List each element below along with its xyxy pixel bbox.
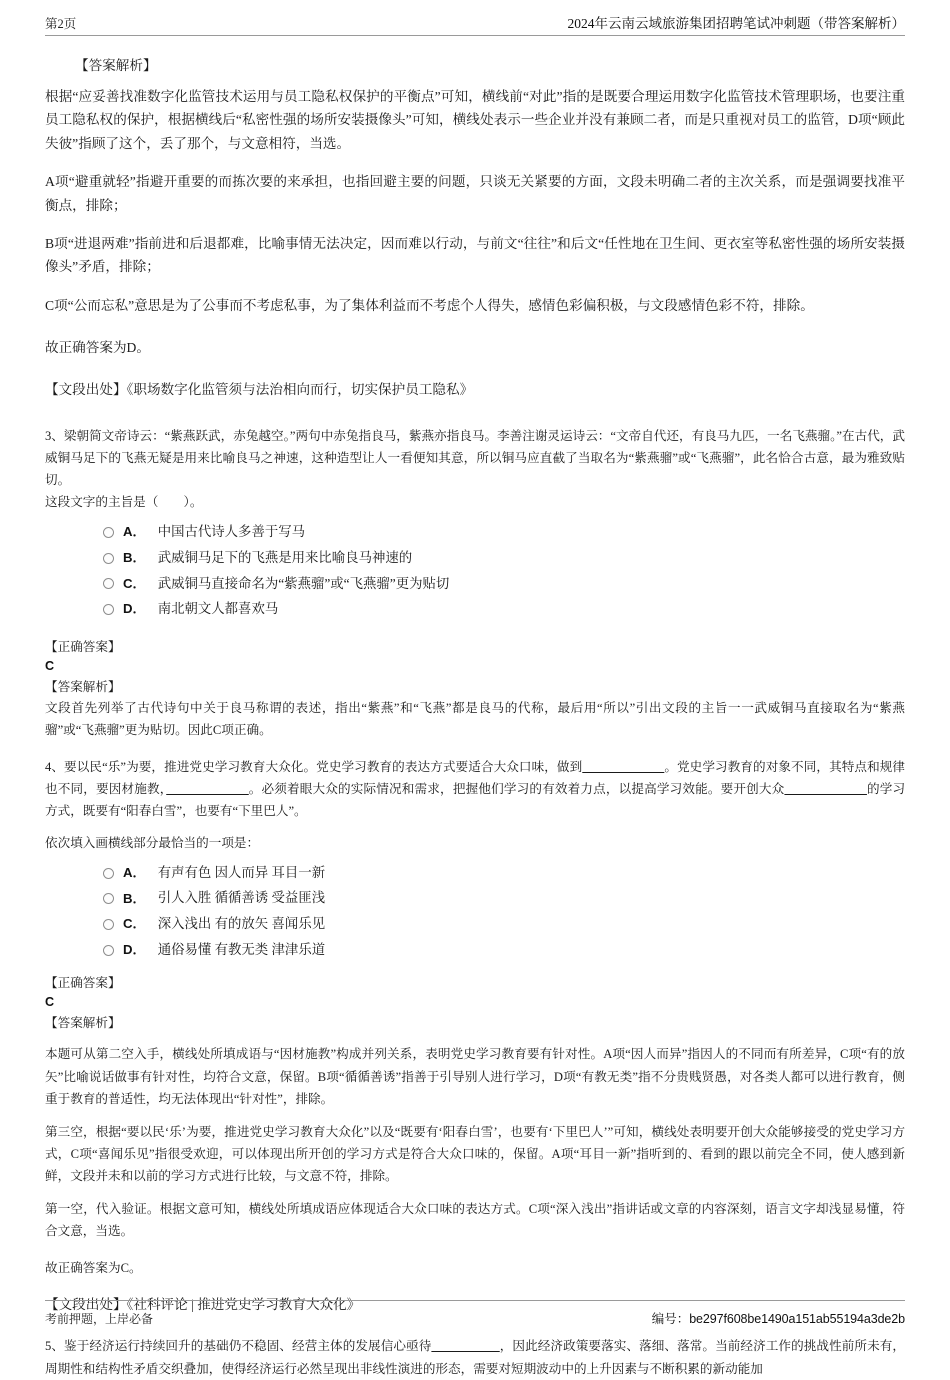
option-label: 通俗易懂 有教无类 津津乐道 [157,941,326,957]
radio-button-icon[interactable] [103,893,114,904]
option-key: B． [123,549,146,565]
option-label: 深入浅出 有的放矢 喜闻乐见 [157,916,326,932]
spacer [45,411,905,425]
spacer [45,963,905,973]
q4-stem-part4: 的学习方式，既要有“阳春白雪”，也要有“下里巴人”。 [45,781,906,818]
q2-explanation-p3: B项“进退两难”指前进和后退都难，比喻事情无法决定，因而难以行动，与前文“往往”和后文“任性地在卫生间、更衣室等私密性强的场所安装摄像头”矛盾，排除； [45,235,905,275]
question-3-stem: 3、梁朝简文帝诗云：“紫燕跃武，赤兔越空。”两句中赤兔指良马，紫燕亦指良马。李善注谢灵运诗云：“文帝自代还，有良马九匹，一名飞燕骝。”在古代，武威铜马足下的飞燕无疑是用来比喻良马之神速，这种造型让人一看便知其意，所以铜马应直截了当取名为“紫燕骝”或“飞燕骝”，此名恰合古意，最为雅致贴切。 [45,428,905,488]
page-footer [45,1300,905,1327]
q4-stem-part3: 。必须着眼大众的实际情况和需求，把握他们学习的有效着力点，以提高学习效能。要开创大众 [248,781,785,796]
q5-stem-part1: 5、鉴于经济运行持续回升的基础仍不稳固、经营主体的发展信心亟待 [45,1339,432,1354]
question-4-conclusion: 故正确答案为C。 [45,1260,142,1275]
question-4-source-citation: 【文段出处】《社科评论 | 推进党史学习教育大众化》 [45,1297,361,1313]
spacer [45,1283,905,1293]
option-label: 引人入胜 循循善诱 受益匪浅 [157,890,326,906]
option-label: 有声有色 因人而异 耳目一新 [157,864,326,880]
spacer [45,326,905,336]
option-key: A． [123,864,146,880]
page-number-label: 第2页 [45,17,77,31]
q2-source-citation: 【文段出处】《职场数字化监管须与法治相向而行，切实保护员工隐私》 [45,382,474,398]
spacer [45,1247,905,1257]
option-b[interactable] [103,545,905,571]
q4-blank-3 [784,782,867,796]
question-4-prompt: 依次填入画横线部分最恰当的一项是： [45,836,260,850]
option-key: C． [123,916,146,932]
q2-explanation-heading: 【答案解析】 [75,58,157,73]
spacer [45,822,905,832]
document-title: 2024年云南云域旅游集团招聘笔试冲刺题（带答案解析） [567,16,905,31]
option-key: D． [123,601,146,617]
option-key: B． [123,890,146,906]
radio-button-icon[interactable] [103,604,114,615]
option-a[interactable] [103,860,905,886]
question-3-answer-label: 【正确答案】 [45,639,121,654]
option-label: 中国古代诗人多善于写马 [157,523,306,539]
question-3-options [45,519,905,622]
q2-explanation-p4: C项“公而忘私”意思是为了公事而不考虑私事，为了集体利益而不考虑个人得失，感情色彩偏积极，与文段感情色彩不符，排除。 [45,297,814,313]
question-3-answer: C [45,658,55,673]
option-key: C． [123,575,146,591]
radio-button-icon[interactable] [103,945,114,956]
question-4-explanation-p3: 第一空，代入验证。根据文意可知，横线处所填成语应体现适合大众口味的表达方式。C项“深入浅出”指讲话或文章的内容深刻，语言文字却浅显易懂，符合文意，当选。 [45,1201,905,1239]
q4-stem-part1: 4、要以民“乐”为要，推进党史学习教育大众化。党史学习教育的表达方式要适合大众口味，做到 [45,759,583,774]
q4-stem-part2: 。党史学习教育的对象不同，其特点和规律也不同，要因材施教， [45,759,906,796]
option-label: 武威铜马足下的飞燕是用来比喻良马神速的 [157,549,413,565]
q5-blank-1 [431,1339,499,1353]
q4-blank-2 [166,782,249,796]
radio-button-icon[interactable] [103,527,114,538]
document-body [45,36,905,1380]
spacer [45,1033,905,1043]
question-4-explanation-label: 【答案解析】 [45,1016,121,1031]
question-4-explanation-p1: 本题可从第二空入手，横线处所填成语与“因材施教”构成并列关系，表明党史学习教育要有针对性。A项“因人而异”指因人的不同而有所差异，C项“有的放矢”比喻说话做事有针对性，均符合文意，保留。B项“循循善诱”指善于引导别人进行学习，D项“有教无类”指不分贵贱贤愚，对各类人都可以进行教育，侧重于教育的普适性，均无法体现出“针对性”，排除。 [45,1047,905,1107]
question-5-stem [45,1335,905,1379]
question-4-answer: C [45,995,55,1010]
id-label: 编号： [651,1312,690,1326]
option-key: A． [123,524,146,540]
q5-stem-part2: ，因此经济政策要落实、落细、落常。当前经济工作的挑战性前所未有，周期性和结构性矛盾交织叠加，使得经济运行必然呈现出非线性演进的形态，需要对短期波动中的上升因素与不断积累的新动能加 [45,1339,906,1376]
spacer [45,746,905,756]
q4-blank-1 [582,760,664,774]
radio-button-icon[interactable] [103,578,114,589]
option-key: D． [123,942,146,958]
radio-button-icon[interactable] [103,553,114,564]
option-a[interactable] [103,519,905,545]
footer-slogan: 考前押题，上岸必备 [45,1311,154,1326]
option-c[interactable] [103,571,905,597]
question-3-explanation-label: 【答案解析】 [45,679,121,694]
question-4-answer-label: 【正确答案】 [45,976,121,991]
question-4-options [45,860,905,963]
page-header [45,0,905,36]
question-3-explanation: 文段首先列举了古代诗句中关于良马称谓的表述，指出“紫燕”和“飞燕”都是良马的代称，最后用“所以”引出文段的主旨一一武威铜马直接取名为“紫燕骝”或“飞燕骝”更为贴切。因此C项正确。 [45,700,905,738]
radio-button-icon[interactable] [103,919,114,930]
spacer [45,623,905,637]
q2-explanation-p2: A项“避重就轻”指避开重要的而拣次要的来承担，也指回避主要的问题，只谈无关紧要的方面，文段未明确二者的主次关系，而是强调要找准平衡点，排除； [45,174,905,213]
question-3-prompt: 这段文字的主旨是（ ）。 [45,495,203,510]
radio-button-icon[interactable] [103,868,114,879]
option-label: 南北朝文人都喜欢马 [157,601,279,617]
question-4-explanation-p2: 第三空，根据“要以民‘乐’为要，推进党史学习教育大众化”以及“既要有‘阳春白雪’，也要有‘下里巴人’”可知，横线处表明要开创大众能够接受的党史学习方式，C项“喜闻乐见”指很受欢迎，可以体现出所开创的学习方式是符合大众口味的，保留。A项“耳目一新”指听到的、看到的跟以前完全不同，使人感到新鲜，文段并未和以前的学习方式进行比较，与文意不符，排除。 [45,1124,905,1184]
option-c[interactable] [103,912,905,938]
spacer [45,368,905,378]
option-d[interactable] [103,597,905,623]
option-d[interactable] [103,937,905,963]
footer-document-id [652,1309,905,1327]
option-b[interactable] [103,886,905,912]
q2-explanation-p1: 根据“应妥善找准数字化监管技术运用与员工隐私权保护的平衡点”可知，横线前“对此”指的是既要合理运用数字化监管技术管理职场，也要注重员工隐私权的保护，根据横线后“私密性强的场所安装摄像头”可知，横线处表示一些企业并没有兼顾二者，而是只重视对员工的监管，D项“顾此失彼”指顾了这个，丢了那个，与文意相符，当选。 [45,89,905,151]
id-code: be297f608be1490a151ab55194a3de2b [689,1312,905,1326]
q2-conclusion: 故正确答案为D。 [45,340,150,356]
option-label: 武威铜马直接命名为“紫燕骝”或“飞燕骝”更为贴切 [157,575,450,591]
question-4-stem [45,756,905,822]
